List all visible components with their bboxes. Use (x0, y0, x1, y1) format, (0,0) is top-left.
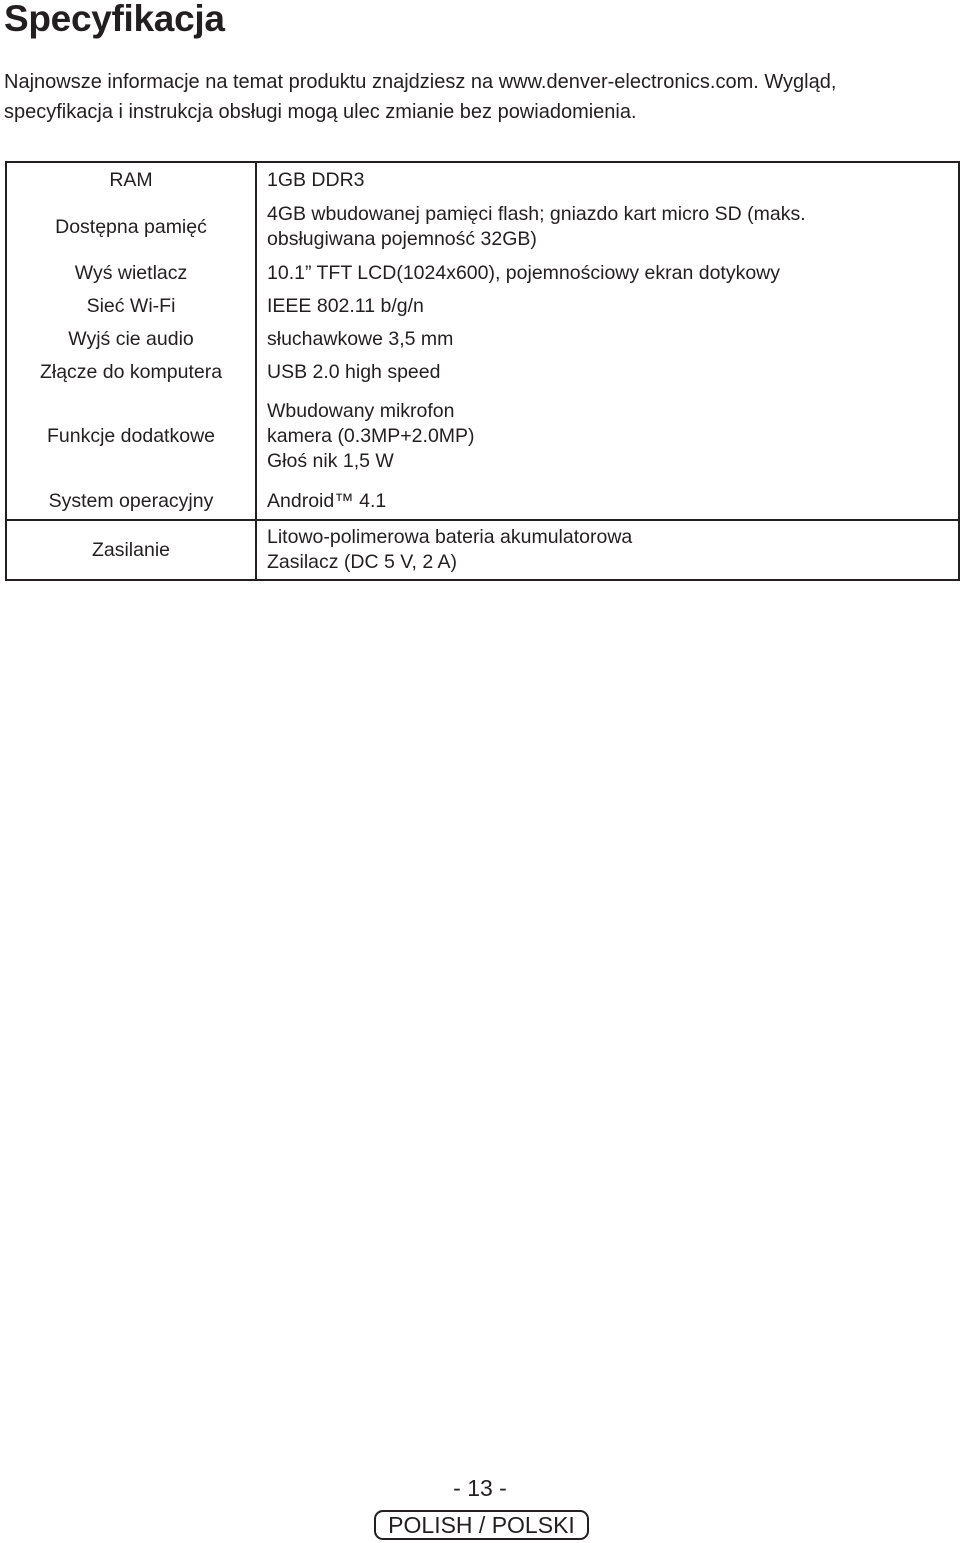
spec-row-pc-connector (6, 356, 959, 389)
spec-value-line: Android™ 4.1 (267, 490, 387, 512)
intro-paragraph (4, 67, 954, 127)
spec-value (256, 520, 959, 580)
spec-table (5, 161, 960, 581)
spec-row-os (6, 484, 959, 520)
spec-value-line: obsługiwana pojemność 32GB) (267, 228, 537, 250)
spec-value (256, 256, 959, 290)
spec-row-storage (6, 198, 959, 256)
spec-row-power (6, 520, 959, 580)
spec-value (256, 162, 959, 198)
intro-line-1: Najnowsze informacje na temat produktu znajdziesz na www.denver-electronics.com. Wygląd, (4, 71, 837, 93)
spec-value (256, 290, 959, 323)
spec-label: Wyś wietlacz (6, 256, 256, 290)
spec-value (256, 323, 959, 356)
spec-value-line: kamera (0.3MP+2.0MP) (267, 425, 475, 447)
spec-label: Sieć Wi-Fi (6, 290, 256, 323)
spec-value-line: USB 2.0 high speed (267, 361, 441, 383)
spec-row-audio (6, 323, 959, 356)
spec-label: Funkcje dodatkowe (6, 389, 256, 484)
spec-value (256, 356, 959, 389)
spec-label: Złącze do komputera (6, 356, 256, 389)
spec-label: RAM (6, 162, 256, 198)
spec-label: Wyjś cie audio (6, 323, 256, 356)
spec-value-line: 10.1” TFT LCD(1024x600), pojemnościowy ekran dotykowy (267, 261, 781, 284)
spec-value-line: 4GB wbudowanej pamięci flash; gniazdo kart micro SD (maks. (267, 203, 806, 225)
spec-label: Dostępna pamięć (6, 198, 256, 256)
spec-value (256, 198, 959, 256)
spec-value-line: Głoś nik 1,5 W (267, 450, 394, 472)
page-title: Specyfikacja (4, 0, 225, 39)
spec-value-line: słuchawkowe 3,5 mm (267, 328, 454, 350)
spec-value (256, 484, 959, 520)
spec-value-line: 1GB DDR3 (267, 169, 365, 191)
spec-label: System operacyjny (6, 484, 256, 520)
spec-value (256, 389, 959, 484)
spec-row-display (6, 256, 959, 290)
spec-row-wifi (6, 290, 959, 323)
spec-value-line: IEEE 802.11 b/g/n (267, 295, 424, 317)
spec-value-line: Zasilacz (DC 5 V, 2 A) (267, 551, 458, 573)
spec-value-line: Wbudowany mikrofon (267, 400, 455, 422)
language-label: POLISH / POLSKI (374, 1510, 589, 1540)
spec-label: Zasilanie (6, 520, 256, 580)
page-number: - 13 - (453, 1475, 507, 1501)
intro-line-2: specyfikacja i instrukcja obsługi mogą ulec zmianie bez powiadomienia. (4, 101, 637, 123)
spec-value-line: Litowo-polimerowa bateria akumulatorowa (267, 526, 633, 548)
spec-row-extras (6, 389, 959, 484)
spec-row-ram (6, 162, 959, 198)
